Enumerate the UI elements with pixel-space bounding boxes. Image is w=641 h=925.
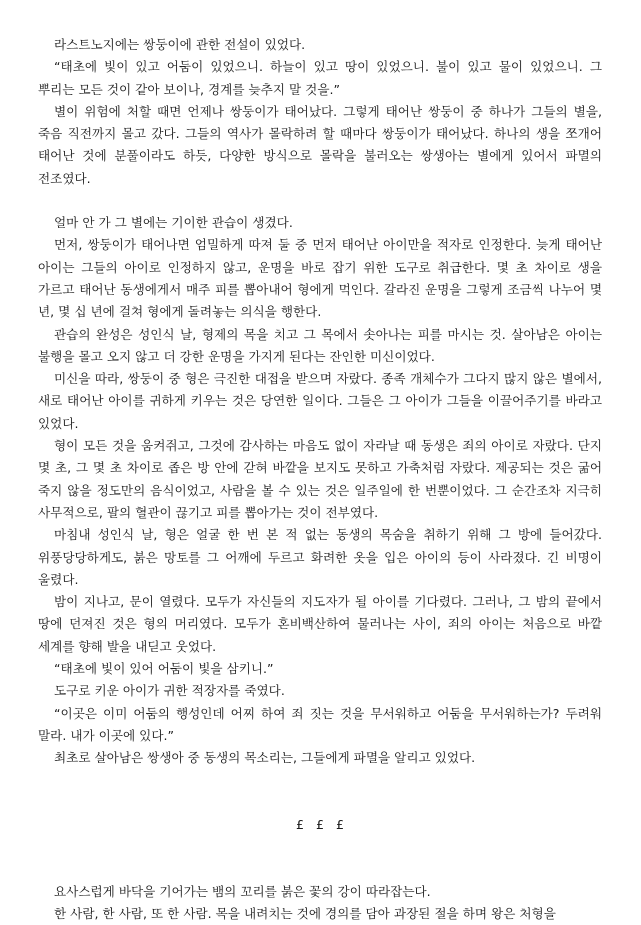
paragraph: 별이 위험에 처할 때면 언제나 쌍둥이가 태어났다. 그렇게 태어난 쌍둥이 중 하나가 그들의 별을, 죽음 직전까지 몰고 갔다. 그들의 역사가 몰락하려 할 때마다 쌍둥이가 태어났다. 하나의 생을 쪼개어 태어난 것에 분풀이라도 하듯, 다양한 방식으로 몰락을 불러오는 쌍생아는 별에게 있어서 파멸의 전조였다. — [38, 103, 602, 186]
paragraph-quote: “태초에 빛이 있고 어둠이 있었으니. 하늘이 있고 땅이 있었으니. 불이 있고 물이 있었으니. 그 뿌리는 모든 것이 같아 보이나, 경계를 늦추지 말 것을.” — [38, 59, 602, 97]
section-spacer — [38, 836, 602, 881]
paragraph: 최초로 살아남은 쌍생아 중 동생의 목소리는, 그들에게 파멸을 알리고 있었다. — [54, 750, 476, 766]
paragraph: 한 사람, 한 사람, 또 한 사람. 목을 내려치는 것에 경의를 담아 과장된 절을 하며 왕은 처형을 — [54, 906, 556, 922]
paragraph: 먼저, 쌍둥이가 태어나면 엄밀하게 따져 둘 중 먼저 태어난 아이만을 적자로 인정한다. 늦게 태어난 아이는 그들의 아이로 인정하지 않고, 운명을 바로 잡기 위한 도구로 취급한다. 몇 초 차이로 생을 가르고 태어난 동생에게서 매주 피를 뽑아내어 형에게 먹인다. 갈라진 운명을 그렇게 조금씩 나누어 몇 년, 몇 십 년에 걸쳐 형에게 돌려놓는 의식을 행한다. — [38, 237, 602, 320]
paragraph: 요사스럽게 바닥을 기어가는 뱀의 꼬리를 붉은 꽃의 강이 따라잡는다. — [54, 883, 431, 899]
paragraph: 형이 모든 것을 움켜쥐고, 그것에 감사하는 마음도 없이 자라날 때 동생은 죄의 아이로 자랐다. 단지 몇 초, 그 몇 초 차이로 좁은 방 안에 갇혀 바깥을 보지도 못하고 가축처럼 자랐다. 제공되는 것은 굶어 죽지 않을 정도만의 음식이었고, 사람을 볼 수 있는 것은 일주일에 한 번뿐이었다. 그 순간조차 지극히 사무적으로, 팔의 혈관이 끊기고 피를 뽑아가는 것이 전부였다. — [38, 438, 602, 520]
paragraph: 라스트노지에는 쌍둥이에 관한 전설이 있었다. — [54, 37, 306, 52]
document-body — [38, 34, 602, 925]
paragraph: 밤이 지나고, 문이 열렸다. 모두가 자신들의 지도자가 될 아이를 기다렸다. 그러나, 그 밤의 끝에서 땅에 던져진 것은 형의 머리였다. 모두가 혼비백산하여 물러나는 사이, 죄의 아이는 처음으로 바깥 세계를 향해 발을 내딛고 웃었다. — [38, 594, 602, 654]
section-spacer — [38, 770, 602, 814]
paragraph: 관습의 완성은 성인식 날, 형제의 목을 치고 그 목에서 솟아나는 피를 마시는 것. 살아남은 아이는 불행을 몰고 오지 않고 더 강한 운명을 가지게 된다는 잔인한 미신이었다. — [38, 326, 602, 364]
section-divider: £ £ £ — [295, 816, 349, 832]
paragraph: 마침내 성인식 날, 형은 얼굴 한 번 본 적 없는 동생의 목숨을 취하기 위해 그 방에 들어갔다. 위풍당당하게도, 붉은 망토를 그 어깨에 두르고 화려한 옷을 입은 아이의 등이 사라졌다. 긴 비명이 울렸다. — [38, 527, 602, 587]
paragraph: 미신을 따라, 쌍둥이 중 형은 극진한 대접을 받으며 자랐다. 종족 개체수가 그다지 많지 않은 별에서, 새로 태어난 아이를 귀하게 키우는 것은 당연한 일이다. 그들은 그 아이가 그들을 이끌어주기를 바라고 있었다. — [38, 371, 602, 431]
paragraph-quote: “태초에 빛이 있어 어둠이 빛을 삼키니.” — [54, 661, 274, 677]
section-spacer — [38, 190, 602, 212]
paragraph-quote: “이곳은 이미 어둠의 행성인데 어찌 하여 죄 짓는 것을 무서워하고 어둠을 무서워하는가? 두려워 말라. 내가 이곳에 있다.” — [38, 705, 602, 743]
paragraph: 도구로 키운 아이가 귀한 적장자를 죽였다. — [54, 683, 285, 699]
paragraph: 얼마 안 가 그 별에는 기이한 관습이 생겼다. — [54, 215, 293, 231]
